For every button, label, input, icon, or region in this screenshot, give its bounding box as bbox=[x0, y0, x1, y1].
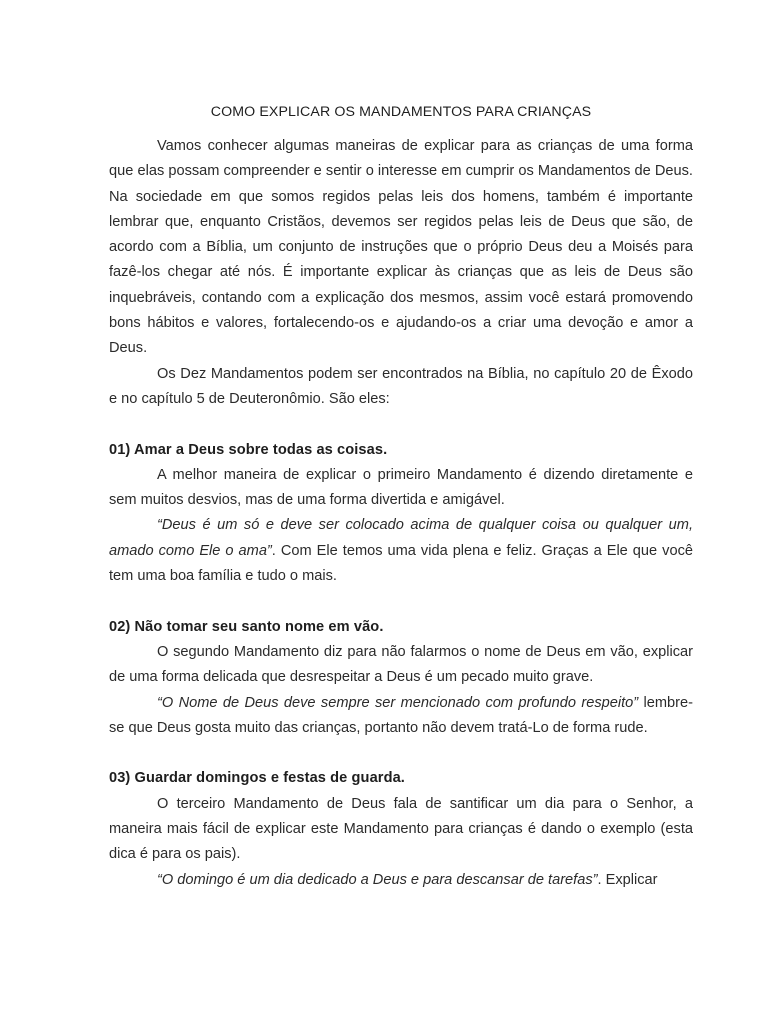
commandment-heading: 03) Guardar domingos e festas de guarda. bbox=[109, 770, 405, 787]
document-title: COMO EXPLICAR OS MANDAMENTOS PARA CRIANÇAS bbox=[210, 104, 592, 120]
spacer bbox=[109, 589, 693, 614]
commandment-section-2 bbox=[109, 615, 693, 741]
commandment-quote: “O Nome de Deus deve sempre ser mencionado com profundo respeito” bbox=[157, 694, 639, 711]
intro-paragraph-1: Vamos conhecer algumas maneiras de explicar para as crianças de uma forma que elas possam compreender e sentir o interesse em cumprir os Mandamentos de Deus. Na sociedade em que somos regidos pelas leis dos homens, também é importante lembrar que, enquanto Cristãos, devemos ser regidos pelas leis de Deus que são, de acordo com a Bíblia, um conjunto de instruções que o próprio Deus deu a Moisés para fazê-los chegar até nós. É importante explicar às crianças que as leis de Deus são inquebráveis, contando com a explicação dos mesmos, assim você estará promovendo bons hábitos e valores, fortalecendo-os e ajudando-os a criar uma devoção e amor a Deus. bbox=[109, 138, 693, 357]
commandment-paragraph: O segundo Mandamento diz para não falarmos o nome de Deus em vão, explicar de uma forma delicada que desrespeitar a Deus é um pecado muito grave. bbox=[109, 643, 693, 686]
spacer bbox=[109, 412, 693, 437]
commandment-quote-paragraph bbox=[109, 868, 693, 893]
commandment-paragraph: O terceiro Mandamento de Deus fala de santificar um dia para o Senhor, a maneira mais fácil de explicar este Mandamento para crianças é dando o exemplo (esta dica é para os pais). bbox=[109, 795, 693, 863]
commandment-quote: “O domingo é um dia dedicado a Deus e para descansar de tarefas” bbox=[157, 871, 598, 888]
commandment-heading: 01) Amar a Deus sobre todas as coisas. bbox=[109, 441, 388, 458]
commandment-quote-paragraph bbox=[109, 691, 693, 742]
commandment-paragraph: A melhor maneira de explicar o primeiro Mandamento é dizendo diretamente e sem muitos desvios, mas de uma forma divertida e amigável. bbox=[109, 466, 693, 509]
commandment-quote: “Deus é um só e deve ser colocado acima de qualquer coisa ou qualquer um, amado como Ele o ama” bbox=[109, 517, 693, 559]
intro-paragraph-2: Os Dez Mandamentos podem ser encontrados na Bíblia, no capítulo 20 de Êxodo e no capítulo 5 de Deuteronômio. São eles: bbox=[109, 365, 693, 407]
commandment-section-3 bbox=[109, 766, 693, 892]
document-page bbox=[109, 100, 693, 893]
commandment-quote-continuation: . Com Ele temos uma vida plena e feliz. Graças a Ele que você tem uma boa família e tudo o mais. bbox=[109, 542, 693, 585]
spacer bbox=[109, 741, 693, 766]
commandment-quote-continuation: lembre-se que Deus gosta muito das crianças, portanto não devem tratá-Lo de forma rude. bbox=[109, 694, 693, 736]
commandment-heading: 02) Não tomar seu santo nome em vão. bbox=[109, 618, 384, 635]
commandment-section-1 bbox=[109, 438, 693, 590]
commandment-quote-paragraph bbox=[109, 513, 693, 589]
commandment-quote-continuation: . Explicar bbox=[597, 871, 658, 888]
